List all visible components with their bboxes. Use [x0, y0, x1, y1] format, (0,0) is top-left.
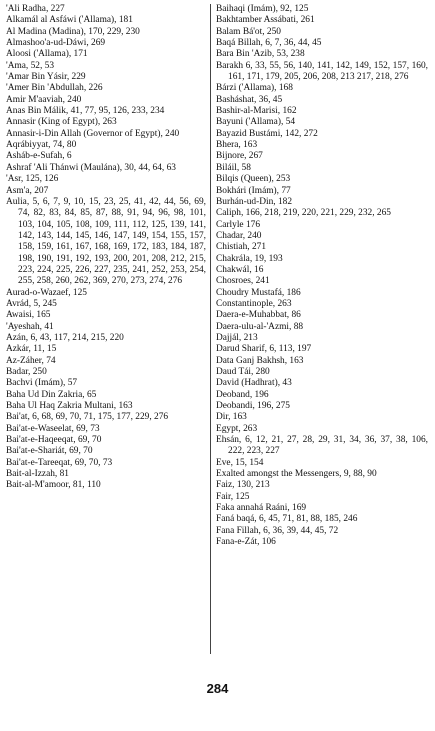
index-entry: Fair, 125	[216, 491, 250, 502]
index-entry: Bárzi ('Allama), 168	[216, 83, 293, 94]
index-entry: Faná baqá, 6, 45, 71, 81, 88, 185, 246	[216, 514, 358, 525]
index-entry: Aurad-o-Wazaef, 125	[6, 287, 87, 298]
index-entry: Azkár, 11, 15	[6, 344, 57, 355]
index-entry: Anas Bin Málik, 41, 77, 95, 126, 233, 234	[6, 106, 165, 117]
index-entry: Bashir-al-Marisi, 162	[216, 106, 297, 117]
index-entry: Faka annahá Raáni, 169	[216, 503, 307, 514]
index-entry: Ehsán, 6, 12, 21, 27, 28, 29, 31, 34, 36, 37, 38, 106, 222, 223, 227	[216, 435, 428, 457]
index-entry: 'Ama, 52, 53	[6, 60, 55, 71]
index-entry: Baha Ul Haq Zakria Multani, 163	[6, 401, 133, 412]
index-entry: Az-Záher, 74	[6, 355, 56, 366]
index-entry: Dajjál, 213	[216, 332, 258, 343]
index-entry: Constantinople, 263	[216, 298, 292, 309]
index-entry: Baqá Billah, 6, 7, 36, 44, 45	[216, 38, 322, 49]
index-column-left	[6, 4, 206, 492]
index-entry: Badar, 250	[6, 367, 47, 377]
index-entry: Chadar, 240	[216, 230, 262, 241]
index-entry: Baihaqi (Imám), 92, 125	[216, 4, 309, 14]
index-entry: Bachvi (Imám), 57	[6, 378, 78, 389]
index-entry: Azán, 6, 43, 117, 214, 215, 220	[6, 332, 124, 343]
index-entry: Bai'at-e-Waseelat, 69, 73	[6, 423, 100, 434]
index-entry: Exalted amongst the Messengers, 9, 88, 90	[216, 469, 377, 480]
index-entry: Bakhtamber Assábati, 261	[216, 15, 315, 26]
index-entry: Bayuni ('Allama), 54	[216, 117, 296, 128]
index-entry: Avrád, 5, 245	[6, 298, 57, 309]
index-entry: Data Ganj Bakhsh, 163	[216, 355, 304, 366]
index-entry: Daera-e-Muhabbat, 86	[216, 310, 301, 321]
index-entry: Fana-e-Zát, 106	[216, 537, 276, 548]
index-entry: Bait-al-M'amoor, 81, 110	[6, 480, 101, 491]
index-entry: Chistiah, 271	[216, 242, 267, 253]
index-entry: Amir M'aaviah, 240	[6, 94, 82, 105]
page-number: 284	[206, 681, 229, 696]
index-entry: Chakrála, 19, 193	[216, 253, 283, 264]
index-entry: Faiz, 130, 213	[216, 480, 270, 491]
index-entry: Annasir-i-Din Allah (Governor of Egypt), 240	[6, 128, 180, 139]
index-entry: Egypt, 263	[216, 423, 258, 434]
index-entry: Biláil, 58	[216, 162, 251, 173]
index-entry: Bai'at, 6, 68, 69, 70, 71, 175, 177, 229, 276	[6, 412, 169, 423]
index-entry: Awaisi, 165	[6, 310, 51, 321]
index-entry: Ashraf 'Ali Thánwi (Maulána), 30, 44, 64, 63	[6, 162, 176, 173]
index-entry: Chosroes, 241	[216, 276, 270, 287]
index-entry: 'Asr, 125, 126	[6, 174, 59, 185]
index-entry: Daud Tái, 280	[216, 367, 270, 377]
index-entry: Bhera, 163	[216, 140, 258, 151]
index-entry: Annasir (King of Egypt), 263	[6, 117, 117, 128]
index-entry: Baha Ud Din Zakria, 65	[6, 389, 97, 400]
index-entry: Choudry Mustafá, 186	[216, 287, 301, 298]
column-divider	[210, 4, 211, 654]
index-entry: Basháshat, 36, 45	[216, 94, 283, 105]
index-entry: David (Hadhrat), 43	[216, 378, 292, 389]
index-entry: Carlyle 176	[216, 219, 261, 230]
index-entry: Barakh 6, 33, 55, 56, 140, 141, 142, 149, 152, 157, 160, 161, 171, 179, 205, 206, 208, 213 217, 218, 276	[216, 60, 428, 83]
index-entry: Deobandi, 196, 275	[216, 401, 290, 412]
index-entry: 'Amer Bin 'Abdullah, 226	[6, 83, 103, 94]
index-entry: Balam Bá'ot, 250	[216, 26, 281, 37]
index-entry: Asm'a, 207	[6, 185, 49, 196]
index-entry: 'Ali Radha, 227	[6, 4, 65, 14]
index-entry: Bilqis (Queen), 253	[216, 174, 291, 185]
index-entry: Aloosi ('Allama), 171	[6, 49, 88, 60]
index-entry: Almashoo'a-ud-Dáwi, 269	[6, 38, 106, 49]
index-entry: Bai'at-e-Tareeqat, 69, 70, 73	[6, 457, 113, 468]
index-entry: Bai'at-e-Shariát, 69, 70	[6, 446, 93, 457]
index-entry: Eve, 15, 154	[216, 457, 264, 468]
index-entry: Bara Bin 'Azib, 53, 238	[216, 49, 305, 60]
index-entry: Bai'at-e-Haqeeqat, 69, 70	[6, 435, 102, 446]
index-entry: Darud Sharif, 6, 113, 197	[216, 344, 312, 355]
index-entry: Fana Fillah, 6, 36, 39, 44, 45, 72	[216, 525, 339, 536]
index-entry: Burhán-ud-Din, 182	[216, 196, 293, 207]
index-entry: 'Ayeshah, 41	[6, 321, 54, 332]
index-entry: Chakwál, 16	[216, 264, 264, 275]
index-entry: Aqrábiyyat, 74, 80	[6, 140, 77, 151]
index-column-right	[216, 4, 428, 549]
index-entry: Caliph, 166, 218, 219, 220, 221, 229, 232, 265	[216, 208, 391, 219]
index-entry: Deoband, 196	[216, 389, 269, 400]
index-entry: 'Amar Bin Yásir, 229	[6, 72, 86, 83]
index-entry: Daera-ulu-al-'Azmi, 88	[216, 321, 304, 332]
index-entry: Bait-al-Izzah, 81	[6, 469, 69, 480]
index-entry: Bijnore, 267	[216, 151, 263, 162]
index-entry: Dir, 163	[216, 412, 247, 423]
index-entry: Bokhári (Imám), 77	[216, 185, 291, 196]
index-entry: Alkamál al Asfáwi ('Allama), 181	[6, 15, 133, 26]
index-entry: Aulia, 5, 6, 7, 9, 10, 15, 23, 25, 41, 42, 44, 56, 69, 74, 82, 83, 84, 85, 87, 88, 91, 94, 96, 98, 101, 103, 104, 105, 108, 109, 111, 112, 125, 139, 141, 142, 143, 144, 145, 146, 147, 149, 154, 155, 157, 158, 159, 161, 167, 168, 169, 172, 183, 184, 187, 198, 190, 191, 192, 193, 200, 201, 208, 212, 215, 223, 224, 225, 226, 227, 235, 241, 252, 253, 254, 255, 258, 260, 262, 369, 270, 273, 274, 276	[6, 196, 206, 287]
index-entry: Asháb-e-Sufah, 6	[6, 151, 72, 162]
index-entry: Bayazid Bustámi, 142, 272	[216, 128, 318, 139]
index-entry: Al Madina (Madina), 170, 229, 230	[6, 26, 140, 37]
